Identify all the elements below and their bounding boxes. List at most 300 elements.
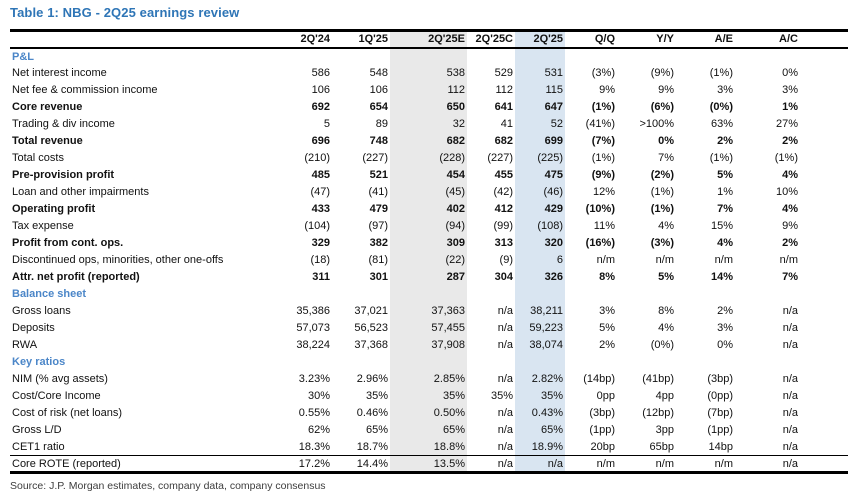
value-cell: (3bp) <box>707 373 733 385</box>
value-cell: n/m <box>655 254 674 266</box>
section-empty-cell <box>467 354 515 371</box>
value-cell: n/m <box>655 457 674 470</box>
table-row <box>10 303 848 320</box>
value-cell: 4% <box>658 220 674 232</box>
row-spacer <box>800 150 848 167</box>
value-cell: (1%) <box>591 152 615 164</box>
header-cell: 2Q'25 <box>515 31 565 48</box>
earnings-table <box>10 29 848 474</box>
row-spacer <box>800 184 848 201</box>
row-label: Profit from cont. ops. <box>12 237 124 249</box>
value-cell: 2% <box>782 237 798 249</box>
value-cell: 18.9% <box>515 439 565 456</box>
row-spacer <box>800 252 848 269</box>
value-cell: n/a <box>497 322 513 334</box>
section-empty-cell <box>676 286 735 303</box>
table-row <box>10 65 848 82</box>
section-empty-cell <box>332 286 390 303</box>
section-empty-cell <box>250 354 332 371</box>
value-cell: 30% <box>307 390 330 402</box>
value-cell: 35% <box>390 388 467 405</box>
row-label: Operating profit <box>12 203 96 215</box>
value-cell: (10%) <box>585 203 615 215</box>
row-label: Gross L/D <box>12 424 62 436</box>
value-cell: n/a <box>782 457 798 470</box>
value-cell: 18.7% <box>356 440 388 453</box>
value-cell: 479 <box>369 203 388 215</box>
source-note: Source: J.P. Morgan estimates, company data, company consensus <box>10 480 326 492</box>
header-cell: 2Q'25C <box>475 33 513 46</box>
value-cell: (9%) <box>650 67 674 79</box>
section-empty-cell <box>515 354 565 371</box>
section-row <box>10 48 848 65</box>
section-empty-cell <box>390 48 467 65</box>
value-cell: n/m <box>596 254 615 266</box>
value-cell: 650 <box>390 99 467 116</box>
section-empty-cell <box>390 354 467 371</box>
value-cell: 37,363 <box>390 303 467 320</box>
value-cell: (18) <box>310 254 330 266</box>
row-label: Pre-provision profit <box>12 169 115 181</box>
page-title: Table 1: NBG - 2Q25 earnings review <box>10 5 240 20</box>
row-label: RWA <box>12 339 38 351</box>
section-empty-cell <box>250 48 332 65</box>
row-spacer <box>800 422 848 439</box>
value-cell: 326 <box>515 269 565 286</box>
value-cell: (3%) <box>650 237 674 249</box>
value-cell: 65% <box>390 422 467 439</box>
section-empty-cell <box>467 286 515 303</box>
value-cell: 4% <box>658 322 674 334</box>
row-label: Discontinued ops, minorities, other one-offs <box>12 254 224 266</box>
row-label: Trading & div income <box>12 118 115 130</box>
value-cell: n/a <box>497 373 513 385</box>
section-empty-cell <box>735 48 800 65</box>
row-spacer <box>800 388 848 405</box>
row-spacer <box>800 218 848 235</box>
value-cell: n/a <box>497 457 513 470</box>
value-cell: 6 <box>515 252 565 269</box>
row-spacer <box>800 354 848 371</box>
row-label: Total costs <box>12 152 64 164</box>
value-cell: (41bp) <box>642 373 674 385</box>
row-spacer <box>800 167 848 184</box>
table-row <box>10 405 848 422</box>
value-cell: 57,455 <box>390 320 467 337</box>
value-cell: (0%) <box>650 339 674 351</box>
value-cell: 0% <box>782 67 798 79</box>
row-spacer <box>800 269 848 286</box>
row-label: Loan and other impairments <box>12 186 149 198</box>
value-cell: 14% <box>710 271 733 283</box>
value-cell: (46) <box>515 184 565 201</box>
value-cell: 38,074 <box>515 337 565 354</box>
row-label: Attr. net profit (reported) <box>12 271 140 283</box>
value-cell: 38,211 <box>515 303 565 320</box>
value-cell: 538 <box>390 65 467 82</box>
value-cell: 2% <box>599 339 615 351</box>
value-cell: 548 <box>369 67 388 79</box>
value-cell: 17.2% <box>298 457 330 470</box>
value-cell: 9% <box>599 84 615 96</box>
table-row <box>10 184 848 201</box>
value-cell: 475 <box>515 167 565 184</box>
row-spacer <box>800 320 848 337</box>
value-cell: 531 <box>515 65 565 82</box>
value-cell: (1pp) <box>707 424 733 436</box>
value-cell: (45) <box>390 184 467 201</box>
value-cell: 115 <box>515 82 565 99</box>
table-row <box>10 133 848 150</box>
value-cell: 106 <box>369 84 388 96</box>
value-cell: 3% <box>782 84 798 96</box>
row-spacer <box>800 371 848 388</box>
value-cell: n/a <box>497 424 513 436</box>
header-cell: 2Q'24 <box>300 33 330 46</box>
value-cell: 89 <box>375 118 388 130</box>
value-cell: n/a <box>782 339 798 351</box>
table-row <box>10 337 848 354</box>
table-row <box>10 167 848 184</box>
value-cell: 0.43% <box>515 405 565 422</box>
value-cell: (94) <box>390 218 467 235</box>
section-empty-cell <box>735 286 800 303</box>
header-cell: A/C <box>779 33 798 46</box>
value-cell: 654 <box>369 101 388 113</box>
row-spacer <box>800 405 848 422</box>
table-row <box>10 116 848 133</box>
value-cell: 15% <box>710 220 733 232</box>
row-spacer <box>800 116 848 133</box>
value-cell: (0pp) <box>707 390 733 402</box>
value-cell: (108) <box>515 218 565 235</box>
row-label: Net fee & commission income <box>12 84 158 96</box>
value-cell: 455 <box>494 169 513 181</box>
section-empty-cell <box>515 286 565 303</box>
row-spacer <box>800 201 848 218</box>
value-cell: 112 <box>390 82 467 99</box>
table-row <box>10 439 848 456</box>
value-cell: 52 <box>515 116 565 133</box>
table-row <box>10 218 848 235</box>
table-row <box>10 371 848 388</box>
table-row <box>10 269 848 286</box>
value-cell: 2.82% <box>515 371 565 388</box>
value-cell: n/a <box>497 407 513 419</box>
row-label: Net interest income <box>12 67 107 79</box>
value-cell: 2% <box>717 135 733 147</box>
value-cell: n/a <box>497 339 513 351</box>
value-cell: 4% <box>782 203 798 215</box>
value-cell: 412 <box>494 203 513 215</box>
value-cell: 10% <box>775 186 798 198</box>
value-cell: 1% <box>782 101 798 113</box>
section-empty-cell <box>617 48 676 65</box>
value-cell: (41%) <box>585 118 615 130</box>
row-spacer <box>800 133 848 150</box>
value-cell: 7% <box>782 271 798 283</box>
value-cell: 3.23% <box>298 373 330 385</box>
value-cell: 37,908 <box>390 337 467 354</box>
section-row <box>10 354 848 371</box>
value-cell: 14bp <box>708 440 733 453</box>
table-row <box>10 422 848 439</box>
row-label: CET1 ratio <box>12 440 65 453</box>
value-cell: 20bp <box>590 440 615 453</box>
value-cell: 8% <box>658 305 674 317</box>
value-cell: 32 <box>390 116 467 133</box>
value-cell: 3% <box>599 305 615 317</box>
value-cell: 35% <box>365 390 388 402</box>
value-cell: 682 <box>494 135 513 147</box>
header-cell: A/E <box>714 33 733 46</box>
value-cell: (1%) <box>774 152 798 164</box>
row-label: Gross loans <box>12 305 71 317</box>
value-cell: 682 <box>390 133 467 150</box>
value-cell: 1% <box>717 186 733 198</box>
row-spacer <box>800 235 848 252</box>
value-cell: 13.5% <box>390 456 467 473</box>
value-cell: (1%) <box>709 67 733 79</box>
value-cell: 485 <box>311 169 330 181</box>
value-cell: 59,223 <box>515 320 565 337</box>
value-cell: 0.50% <box>390 405 467 422</box>
value-cell: 35% <box>515 388 565 405</box>
value-cell: 3% <box>717 84 733 96</box>
value-cell: (210) <box>304 152 330 164</box>
value-cell: n/m <box>779 254 798 266</box>
value-cell: 8% <box>599 271 615 283</box>
value-cell: n/m <box>596 457 615 470</box>
section-empty-cell <box>676 354 735 371</box>
value-cell: 2% <box>782 135 798 147</box>
value-cell: 11% <box>593 220 615 232</box>
row-label: Cost/Core Income <box>12 390 101 402</box>
row-spacer <box>800 82 848 99</box>
section-empty-cell <box>467 48 515 65</box>
value-cell: 696 <box>311 135 330 147</box>
value-cell: 9% <box>658 84 674 96</box>
value-cell: 320 <box>515 235 565 252</box>
value-cell: (227) <box>487 152 513 164</box>
value-cell: 65% <box>515 422 565 439</box>
value-cell: 3pp <box>655 424 674 436</box>
section-empty-cell <box>332 354 390 371</box>
table-row <box>10 201 848 218</box>
value-cell: 62% <box>307 424 330 436</box>
value-cell: 5% <box>599 322 615 334</box>
value-cell: 7% <box>658 152 674 164</box>
row-label: Total revenue <box>12 135 83 147</box>
row-label: Core revenue <box>12 101 83 113</box>
value-cell: 329 <box>311 237 330 249</box>
value-cell: n/a <box>782 322 798 334</box>
value-cell: n/a <box>497 305 513 317</box>
table-header <box>10 31 848 48</box>
value-cell: 699 <box>515 133 565 150</box>
value-cell: 0pp <box>596 390 615 402</box>
table-body <box>10 48 848 473</box>
table-row <box>10 82 848 99</box>
value-cell: (2%) <box>650 169 674 181</box>
value-cell: (228) <box>390 150 467 167</box>
value-cell: 5% <box>717 169 733 181</box>
value-cell: n/a <box>782 424 798 436</box>
value-cell: (12bp) <box>642 407 674 419</box>
value-cell: 27% <box>775 118 798 130</box>
table-row <box>10 320 848 337</box>
table-row <box>10 388 848 405</box>
value-cell: 304 <box>494 271 513 283</box>
value-cell: 4% <box>717 237 733 249</box>
value-cell: 12% <box>592 186 615 198</box>
value-cell: 4pp <box>655 390 674 402</box>
value-cell: 301 <box>369 271 388 283</box>
value-cell: 641 <box>494 101 513 113</box>
value-cell: n/a <box>782 373 798 385</box>
section-empty-cell <box>250 286 332 303</box>
section-empty-cell <box>735 354 800 371</box>
row-spacer <box>800 48 848 65</box>
value-cell: (99) <box>493 220 513 232</box>
value-cell: 3% <box>717 322 733 334</box>
value-cell: 5% <box>658 271 674 283</box>
value-cell: 18.3% <box>298 440 330 453</box>
row-spacer <box>800 65 848 82</box>
value-cell: (6%) <box>650 101 674 113</box>
value-cell: (227) <box>362 152 388 164</box>
value-cell: (22) <box>390 252 467 269</box>
value-cell: 106 <box>311 84 330 96</box>
section-header: Key ratios <box>12 356 66 368</box>
value-cell: 429 <box>515 201 565 218</box>
value-cell: 382 <box>369 237 388 249</box>
value-cell: (104) <box>304 220 330 232</box>
value-cell: 529 <box>494 67 513 79</box>
value-cell: (9) <box>499 254 513 266</box>
section-empty-cell <box>390 286 467 303</box>
value-cell: 287 <box>390 269 467 286</box>
value-cell: (225) <box>515 150 565 167</box>
value-cell: (1%) <box>650 203 674 215</box>
value-cell: 311 <box>312 271 330 283</box>
value-cell: 57,073 <box>296 322 330 334</box>
value-cell: 112 <box>495 84 513 96</box>
section-empty-cell <box>565 48 617 65</box>
value-cell: (14bp) <box>583 373 615 385</box>
header-cell: Y/Y <box>656 33 674 46</box>
value-cell: 748 <box>369 135 388 147</box>
value-cell: (3bp) <box>589 407 615 419</box>
value-cell: 0% <box>658 135 674 147</box>
section-header: P&L <box>12 50 34 63</box>
value-cell: (81) <box>368 254 388 266</box>
value-cell: 35% <box>490 390 513 402</box>
value-cell: n/m <box>714 254 733 266</box>
row-label: NIM (% avg assets) <box>12 373 108 385</box>
section-empty-cell <box>515 48 565 65</box>
value-cell: (42) <box>493 186 513 198</box>
value-cell: 692 <box>311 101 330 113</box>
value-cell: 2.85% <box>390 371 467 388</box>
value-cell: 2% <box>717 305 733 317</box>
table-row <box>10 150 848 167</box>
row-label: Deposits <box>12 322 55 334</box>
value-cell: (16%) <box>585 237 615 249</box>
section-empty-cell <box>676 48 735 65</box>
value-cell: 18.8% <box>390 439 467 456</box>
section-empty-cell <box>617 354 676 371</box>
header-cell: 1Q'25 <box>358 33 388 46</box>
value-cell: n/a <box>782 407 798 419</box>
section-empty-cell <box>332 48 390 65</box>
row-label: Core ROTE (reported) <box>12 457 121 470</box>
value-cell: n/a <box>782 305 798 317</box>
section-row <box>10 286 848 303</box>
row-spacer <box>800 286 848 303</box>
value-cell: 433 <box>311 203 330 215</box>
value-cell: (1%) <box>650 186 674 198</box>
value-cell: 521 <box>369 169 388 181</box>
row-label: Tax expense <box>12 220 74 232</box>
section-empty-cell <box>565 286 617 303</box>
value-cell: 7% <box>717 203 733 215</box>
table-row <box>10 99 848 116</box>
value-cell: 14.4% <box>356 457 388 470</box>
value-cell: (7%) <box>591 135 615 147</box>
value-cell: 35,386 <box>296 305 330 317</box>
table-row <box>10 456 848 473</box>
value-cell: 37,021 <box>354 305 388 317</box>
value-cell: >100% <box>639 118 674 130</box>
value-cell: (1%) <box>591 101 615 113</box>
value-cell: 402 <box>390 201 467 218</box>
row-label: Cost of risk (net loans) <box>12 407 123 419</box>
section-header: Balance sheet <box>12 288 86 300</box>
header-spacer <box>800 31 848 48</box>
value-cell: 0.55% <box>298 407 330 419</box>
value-cell: n/a <box>782 390 798 402</box>
value-cell: 65% <box>365 424 388 436</box>
header-row <box>10 31 848 48</box>
value-cell: 309 <box>390 235 467 252</box>
value-cell: n/a <box>515 456 565 473</box>
header-cell: Q/Q <box>594 33 615 46</box>
value-cell: (1%) <box>709 152 733 164</box>
value-cell: 0.46% <box>356 407 388 419</box>
value-cell: 0% <box>717 339 733 351</box>
row-spacer <box>800 303 848 320</box>
value-cell: (0%) <box>709 101 733 113</box>
value-cell: (1pp) <box>589 424 615 436</box>
value-cell: (9%) <box>591 169 615 181</box>
value-cell: 5 <box>323 118 330 130</box>
table-row <box>10 235 848 252</box>
value-cell: 454 <box>390 167 467 184</box>
value-cell: (97) <box>368 220 388 232</box>
value-cell: 56,523 <box>354 322 388 334</box>
row-spacer <box>800 99 848 116</box>
value-cell: n/m <box>714 457 733 470</box>
value-cell: 2.96% <box>356 373 388 385</box>
row-spacer <box>800 439 848 456</box>
value-cell: 38,224 <box>296 339 330 351</box>
value-cell: (41) <box>368 186 388 198</box>
value-cell: 4% <box>782 169 798 181</box>
value-cell: (7bp) <box>707 407 733 419</box>
value-cell: 313 <box>494 237 513 249</box>
value-cell: 586 <box>311 67 330 79</box>
